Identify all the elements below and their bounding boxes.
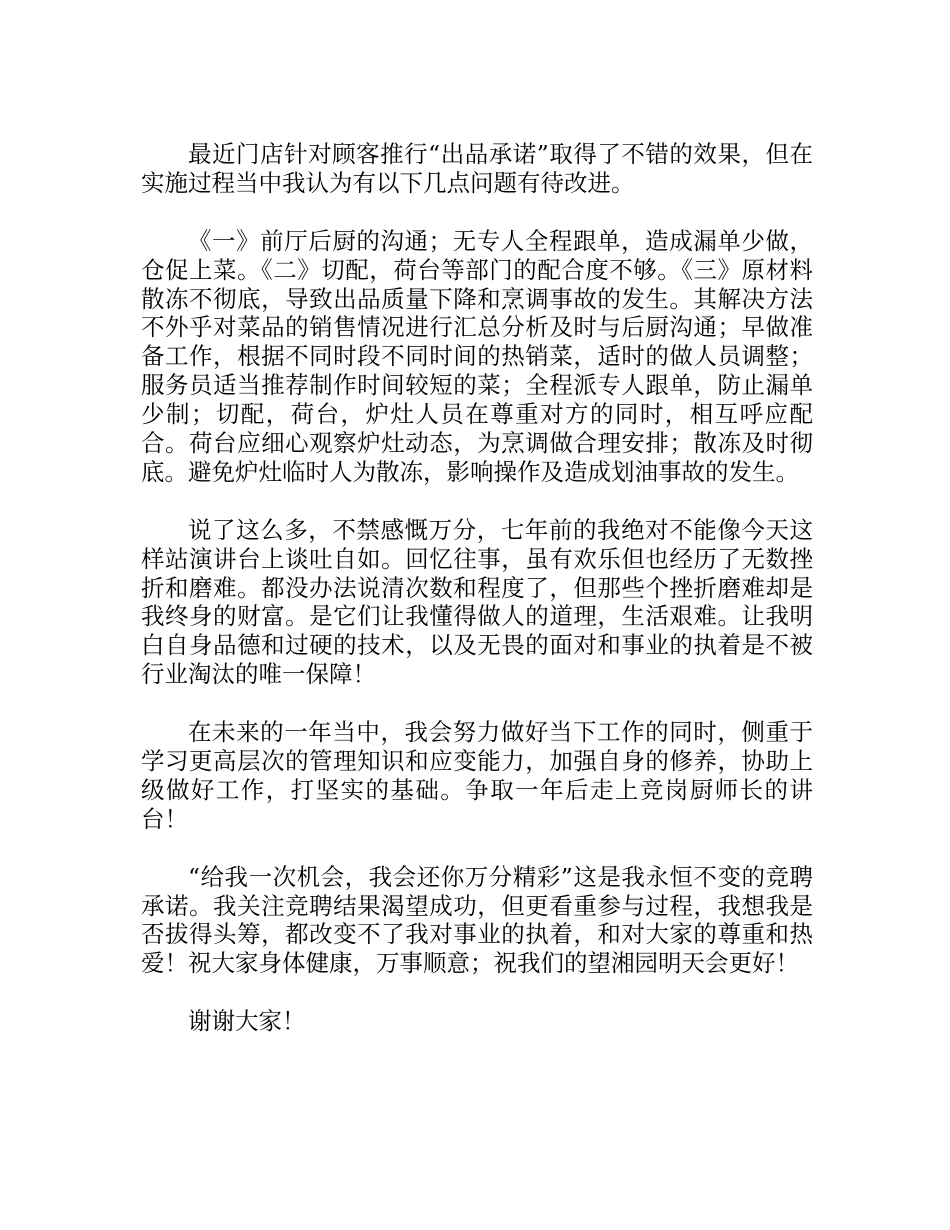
- paragraph-problems-solutions: 《一》前厅后厨的沟通；无专人全程跟单，造成漏单少做，仓促上菜。《二》切配，荷台等部门的配合度不够。《三》原材料散冻不彻底，导致出品质量下降和烹调事故的发生。其解决方法不外乎对菜品的销售情况进行汇总分析及时与后厨沟通；早做准备工作，根据不同时段不同时间的热销菜，适时的做人员调整；服务员适当推荐制作时间较短的菜；全程派专人跟单，防止漏单少制；切配，荷台，炉灶人员在尊重对方的同时，相互呼应配合。荷台应细心观察炉灶动态，为烹调做合理安排；散冻及时彻底。避免炉灶临时人为散冻，影响操作及造成划油事故的发生。: [141, 226, 813, 486]
- paragraph-intro: 最近门店针对顾客推行“出品承诺”取得了不错的效果，但在实施过程当中我认为有以下几点问题有待改进。: [141, 140, 813, 197]
- paragraph-commitment: “给我一次机会，我会还你万分精彩”这是我永恒不变的竞聘承诺。我关注竞聘结果渴望成功，但更看重参与过程，我想我是否拔得头筹，都改变不了我对事业的执着，和对大家的尊重和热爱！祝大家身体健康，万事顺意；祝我们的望湘园明天会更好！: [141, 862, 813, 978]
- document-body: [141, 140, 813, 1036]
- paragraph-thanks: 谢谢大家！: [188, 1007, 306, 1036]
- paragraph-reflection: 说了这么多，不禁感慨万分，七年前的我绝对不能像今天这样站演讲台上谈吐自如。回忆往事，虽有欢乐但也经历了无数挫折和磨难。都没办法说清次数和程度了，但那些个挫折磨难却是我终身的财富。是它们让我懂得做人的道理，生活艰难。让我明白自身品德和过硬的技术，以及无畏的面对和事业的执着是不被行业淘汰的唯一保障！: [141, 515, 813, 689]
- paragraph-future-plan: 在未来的一年当中，我会努力做好当下工作的同时，侧重于学习更高层次的管理知识和应变能力，加强自身的修养，协助上级做好工作，打坚实的基础。争取一年后走上竞岗厨师长的讲台！: [141, 718, 813, 833]
